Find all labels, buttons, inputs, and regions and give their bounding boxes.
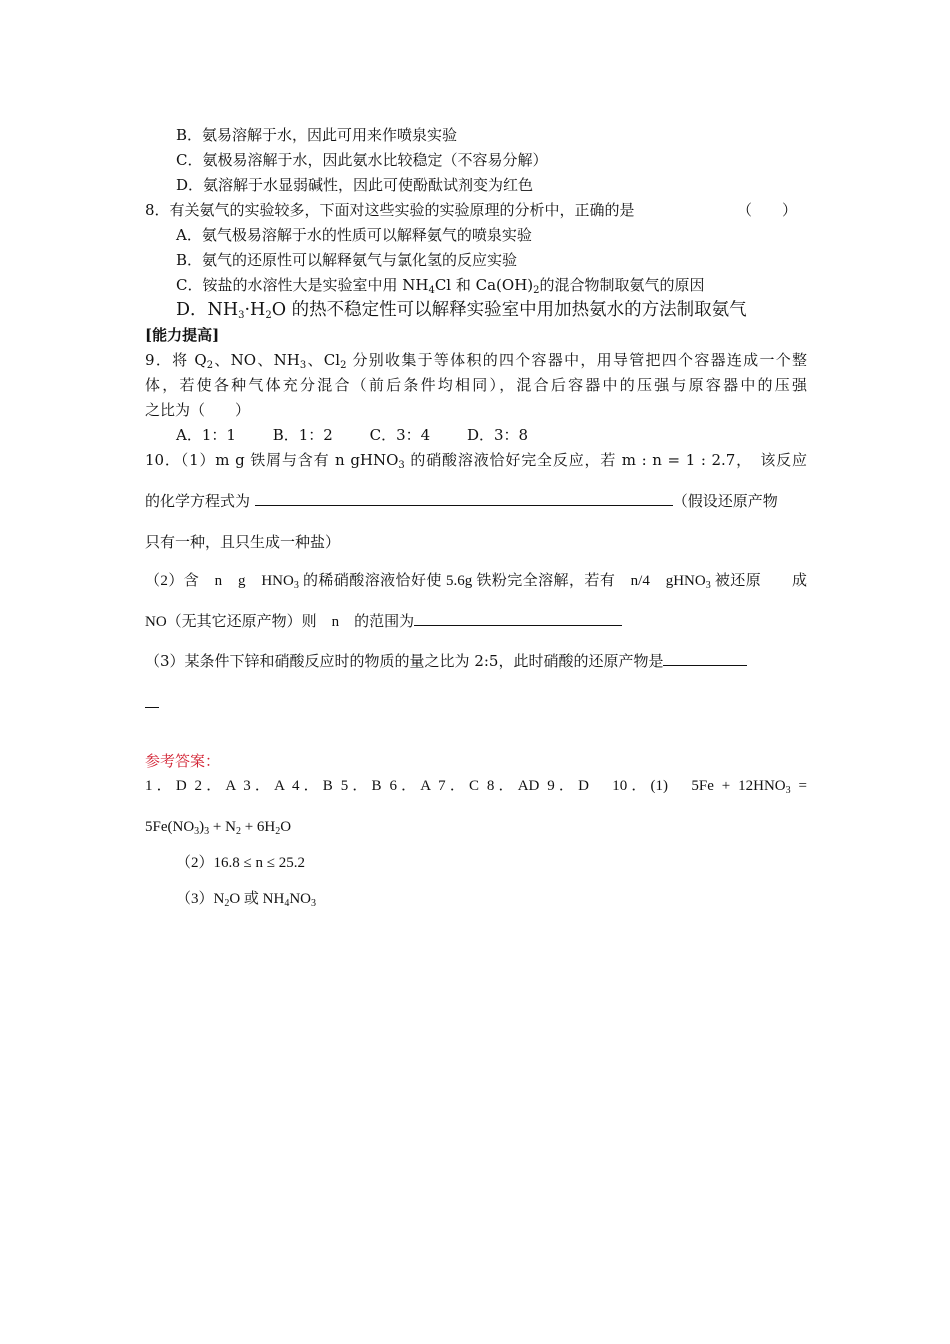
q9-option-d: D．3：8 <box>466 426 529 444</box>
q10-part1-line1: 10．（1）m g 铁屑与含有 n gHNO$_3$ 的硝酸溶液恰好完全反应，若 m : n = 1 : 2.7， 该反应 <box>145 451 807 471</box>
q10-product-blank <box>663 650 747 666</box>
q8-answer-bracket: （ ） <box>736 201 797 219</box>
q8-option-a: A．氨气极易溶解于水的性质可以解释氨气的喷泉实验 <box>176 226 532 244</box>
answers-heading: 参考答案： <box>145 752 221 770</box>
q9-options <box>176 424 838 446</box>
q9-option-b: B．1：2 <box>272 426 333 444</box>
q10-range-blank <box>414 610 622 626</box>
q8-stem <box>145 199 807 221</box>
q9-stem-line2: 体，若使各种气体充分混合（前后条件均相同），混合后容器中的压强与原容器中的压强 <box>145 376 807 394</box>
q8-option-b: B．氨气的还原性可以解释氨气与氯化氢的反应实验 <box>176 251 518 269</box>
q10-part2-line2: NO（无其它还原产物）则 n 的范围为 <box>145 610 807 633</box>
q9-stem-line3: 之比为（ ） <box>145 401 251 419</box>
section-heading: [能力提高] <box>145 326 220 344</box>
q7-option-d: D．氨溶解于水显弱碱性，因此可使酚酞试剂变为红色 <box>176 176 534 194</box>
answers-line4: $(3)N_2O$ 或 $NH_4NO_3$ <box>176 891 317 909</box>
q10-part2-line1: （2）含 n g $HNO_3$ 的稀硝酸溶液恰好使 5.6g 铁粉完全溶解，若有 n/4 gHNO$_3$ 被还原 成 <box>145 573 807 591</box>
q10-product-blank-cont <box>145 692 159 708</box>
answers-line1: 1．D 2．A 3．A 4．B 5．B 6．A 7．C 8．AD 9．D 10．(1) $5Fe + 12HNO_3$ = <box>145 778 807 796</box>
q9-option-c: C．3：4 <box>369 426 431 444</box>
q8-stem-text: 8．有关氨气的实验较多，下面对这些实验的实验原理的分析中，正确的是 <box>145 201 635 219</box>
q10-part1-line3: 只有一种，且只生成一种盐） <box>145 533 341 551</box>
answers-line3: （2）16.8 ≤ n ≤ 25.2 <box>176 855 305 871</box>
q9-option-a: A．1：1 <box>176 426 236 444</box>
q10-part3-line1: （3）某条件下锌和硝酸反应时的物质的量之比为 2:5，此时硝酸的还原产物是 <box>145 650 807 672</box>
q9-stem-line1: 9．将 $Q_2$、NO、$NH_3$、$Cl_2$ 分别收集于等体积的四个容器中，用导管把四个容器连成一个整 <box>145 351 808 371</box>
q10-equation-blank <box>255 490 673 506</box>
q10-part1-line2: 的化学方程式为 （假设还原产物 <box>145 492 778 510</box>
q10-part3-line2 <box>145 692 807 714</box>
q8-option-c: C．铵盐的水溶性大是实验室中用 $NH_4Cl$ 和 $Ca(OH)_2$的混合物制取氨气的原因 <box>176 276 705 296</box>
q8-option-d: D．$NH_3\cdot H_2O$ 的热不稳定性可以解释实验室中用加热氨水的方法制取氨气 <box>176 300 747 321</box>
answers-line2: $5Fe(NO_3)_3 + N_2 + 6H_2O$ <box>145 819 292 837</box>
q7-option-b: B．氨易溶解于水，因此可用来作喷泉实验 <box>176 126 458 144</box>
q7-option-c: C．氨极易溶解于水，因此氨水比较稳定（不容易分解） <box>176 151 548 169</box>
